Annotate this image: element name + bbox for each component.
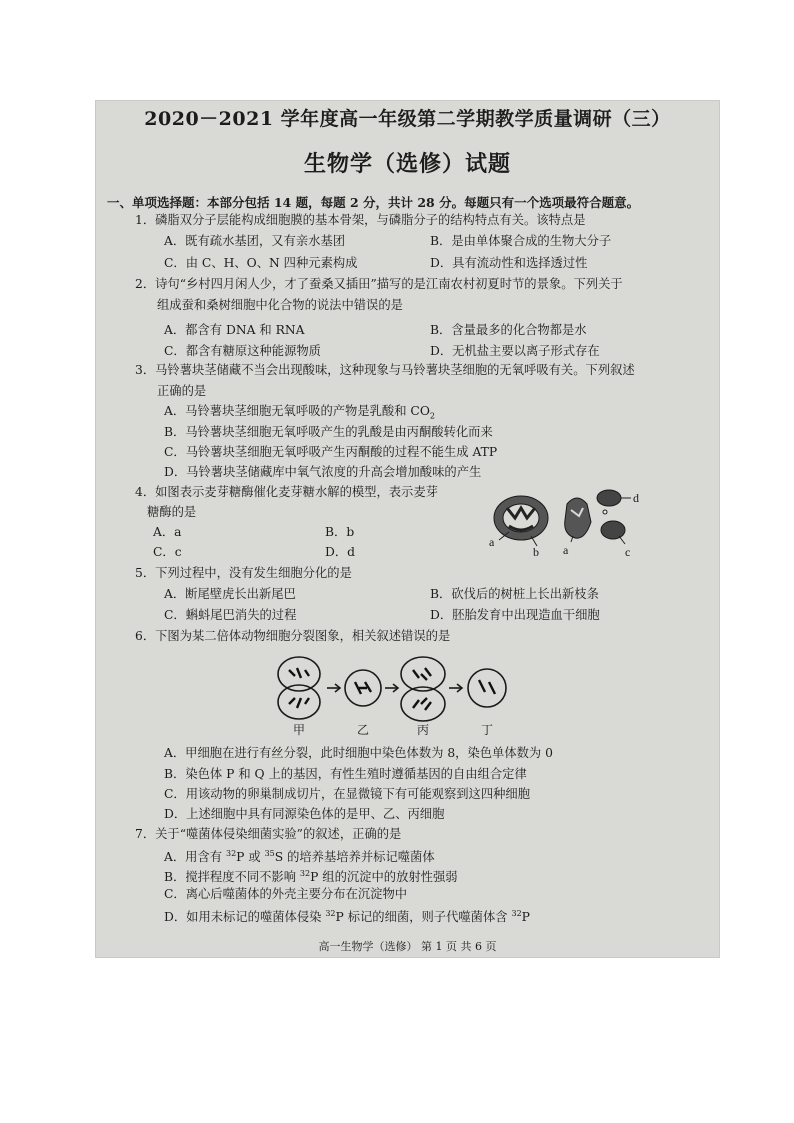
q7-option-d: D．如用未标记的噬菌体侵染 $^{32}$P 标记的细菌，则子代噬菌体含 $^{32}$P <box>164 909 530 925</box>
q3-co2-subscript: 2 <box>429 411 436 421</box>
q7-iso-32p-b: 32 <box>299 869 311 878</box>
q6-option-d: D．上述细胞中具有同源染色体的是甲、乙、丙细胞 <box>164 807 445 821</box>
q4-label-d: d <box>633 491 639 505</box>
q4-label-a2: a <box>563 543 569 557</box>
q4-stem-line1: 4．如图表示麦芽糖酶催化麦芽糖水解的模型，表示麦芽 <box>135 485 438 499</box>
q6-label-yi: 乙 <box>357 723 370 737</box>
q7-option-c: C．离心后噬菌体的外壳主要分布在沉淀物中 <box>164 887 408 901</box>
q7-iso-32p-d2: 32 <box>511 909 522 918</box>
q3-option-a <box>164 403 435 424</box>
q5-option-d: D．胚胎发育中出现造血干细胞 <box>430 608 600 622</box>
q3-option-b: B．马铃薯块茎细胞无氧呼吸产生的乳酸是由丙酮酸转化而来 <box>164 425 493 439</box>
q1-option-d: D．具有流动性和选择透过性 <box>430 256 588 270</box>
q7-option-b: B．搅拌程度不同不影响 $^{32}$P 组的沉淀中的放射性强弱 <box>164 869 458 885</box>
q1-option-c: C．由 C、H、O、N 四种元素构成 <box>164 256 358 270</box>
q3-option-c: C．马铃薯块茎细胞无氧呼吸产生丙酮酸的过程不能生成 ATP <box>164 445 498 459</box>
cell-division-figure <box>275 652 555 737</box>
q4-label-c: c <box>625 545 631 559</box>
q2-stem-line2: 组成蚕和桑树细胞中化合物的说法中错误的是 <box>157 298 403 312</box>
q6-label-jia: 甲 <box>293 723 306 737</box>
q5-option-a: A．断尾壁虎长出新尾巴 <box>164 587 296 601</box>
q6-stem: 6．下图为某二倍体动物细胞分裂图象，相关叙述错误的是 <box>135 629 451 643</box>
q3-option-a-text: A．马铃薯块茎细胞无氧呼吸的产物是乳酸和 CO <box>164 404 430 418</box>
q1-option-a: A．既有疏水基团，又有亲水基团 <box>164 234 346 248</box>
q7-option-a: A．用含有 $^{32}$P 或 $^{35}$S 的培养基培养并标记噬菌体 <box>164 849 435 865</box>
q6-label-ding: 丁 <box>481 723 494 737</box>
q4-stem-line2: 糖酶的是 <box>147 505 197 519</box>
q4-option-d: D．d <box>325 545 356 559</box>
enzyme-model-figure <box>475 482 645 562</box>
q4-label-a1: a <box>489 535 495 549</box>
q7-iso-35s-a: 35 <box>264 849 275 858</box>
q2-option-a: A．都含有 DNA 和 RNA <box>164 323 305 337</box>
exam-page <box>95 100 720 958</box>
q4-label-b: b <box>533 545 539 559</box>
q2-option-b: B．含量最多的化合物都是水 <box>430 323 587 337</box>
q3-stem-line1: 3．马铃薯块茎储藏不当会出现酸味，这种现象与马铃薯块茎细胞的无氧呼吸有关。下列叙述 <box>135 363 635 377</box>
q3-option-d: D．马铃薯块茎储藏库中氧气浓度的升高会增加酸味的产生 <box>164 465 482 479</box>
q6-option-b: B．染色体 P 和 Q 上的基因，有性生殖时遵循基因的自由组合定律 <box>164 767 527 781</box>
q5-option-c: C．蝌蚪尾巴消失的过程 <box>164 608 297 622</box>
q1-stem: 1．磷脂双分子层能构成细胞膜的基本骨架，与磷脂分子的结构特点有关。该特点是 <box>135 213 586 227</box>
q7-iso-32p-a: 32 <box>225 849 237 858</box>
q5-option-b: B．砍伐后的树桩上长出新枝条 <box>430 587 599 601</box>
exam-title: 2020－2021 学年度高一年级第二学期教学质量调研（三） <box>144 108 671 130</box>
page-footer: 高一生物学（选修） 第 1 页 共 6 页 <box>318 940 497 953</box>
q2-stem-line1: 2．诗句“乡村四月闲人少，才了蚕桑又插田”描写的是江南农村初夏时节的景象。下列关于 <box>135 277 623 291</box>
section-heading: 一、单项选择题：本部分包括 14 题，每题 2 分，共计 28 分。每题只有一个选项最符合题意。 <box>107 195 640 210</box>
q1-option-b: B．是由单体聚合成的生物大分子 <box>430 234 612 248</box>
q2-option-d: D．无机盐主要以离子形式存在 <box>430 344 600 358</box>
q4-option-c: C．c <box>153 545 182 559</box>
q7-iso-32p-d1: 32 <box>325 909 336 918</box>
q4-option-b: B．b <box>325 525 355 539</box>
q7-stem: 7．关于“噬菌体侵染细菌实验”的叙述，正确的是 <box>135 827 402 841</box>
q6-option-a: A．甲细胞在进行有丝分裂，此时细胞中染色体数为 8，染色单体数为 0 <box>164 746 553 760</box>
q4-option-a: A．a <box>153 525 182 539</box>
q5-stem: 5．下列过程中，没有发生细胞分化的是 <box>135 566 352 580</box>
exam-subtitle: 生物学（选修）试题 <box>303 151 511 177</box>
q6-label-bing: 丙 <box>417 723 430 737</box>
q3-stem-line2: 正确的是 <box>157 384 207 398</box>
q2-option-c: C．都含有糖原这种能源物质 <box>164 344 321 358</box>
q6-option-c: C．用该动物的卵巢制成切片，在显微镜下有可能观察到这四种细胞 <box>164 787 531 801</box>
